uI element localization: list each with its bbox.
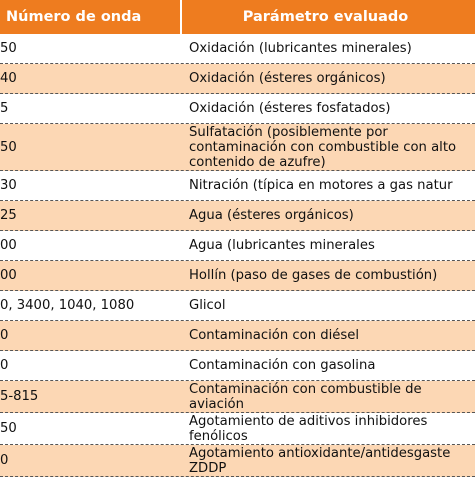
wavenumber-cell: 30 [0,178,17,193]
table-header [0,0,475,34]
parameter-text-line: Oxidación (ésteres fosfatados) [189,101,391,116]
wavenumber-cell: 25 [0,208,17,223]
table-row [0,94,475,124]
wavenumber-cell: 00 [0,238,17,253]
parameter-cell [189,321,475,350]
wavenumber-cell: 50 [0,139,17,155]
parameter-text-line: Agua (ésteres orgánicos) [189,208,354,223]
table-row [0,64,475,94]
parameter-text-line: contaminación con combustible con alto [189,139,457,155]
parameter-text-line: Oxidación (lubricantes minerales) [189,41,412,56]
wavenumber-cell: 5 [0,101,9,116]
wavenumber-cell: 0 [0,453,9,468]
parameter-text-line: ZDDP [189,460,227,476]
table-body [0,34,475,477]
parameter-cell [189,64,475,93]
parameter-text-line: Contaminación con gasolina [189,358,376,373]
table-row [0,34,475,64]
parameter-cell [189,381,475,412]
header-parameter: Parámetro evaluado [242,9,409,25]
parameter-cell [189,34,475,63]
parameter-text-line: Agua (lubricantes minerales [189,238,375,253]
parameter-cell [189,351,475,380]
table-row [0,261,475,291]
parameter-text-line: Contaminación con diésel [189,328,360,343]
parameter-text-line: fenólicos [189,428,248,444]
table-row [0,413,475,445]
parameter-text-line: Agotamiento de aditivos inhibidores [189,413,428,429]
parameter-cell [189,291,475,320]
table-row [0,124,475,171]
wavenumber-cell: 0 [0,358,9,373]
parameter-text-line: Glicol [189,298,226,313]
table-row [0,351,475,381]
wavenumber-cell: 0, 3400, 1040, 1080 [0,298,135,313]
wavenumber-cell: 50 [0,421,17,436]
table-row [0,321,475,351]
parameter-cell [189,201,475,230]
parameter-cell [189,261,475,290]
wavenumber-cell: 40 [0,71,17,86]
table-row [0,231,475,261]
table-row [0,171,475,201]
parameter-text-line: Nitración (típica en motores a gas natur [189,178,453,193]
parameter-text-line: Contaminación con combustible de [189,381,422,397]
wavenumber-cell: 5-815 [0,389,39,404]
wavenumber-cell: 0 [0,328,9,343]
header-wavenumber: Número de onda [6,9,142,25]
table-row [0,201,475,231]
parameter-text-line: Agotamiento antioxidante/antidesgaste [189,445,451,461]
parameter-text-line: contenido de azufre) [189,154,326,170]
wavenumber-cell: 50 [0,41,17,56]
parameter-text-line: Hollín (paso de gases de combustión) [189,268,438,283]
parameter-cell [189,413,475,444]
table-row [0,381,475,413]
parameter-text-line: aviación [189,396,244,412]
wavenumber-cell: 00 [0,268,17,283]
table-row [0,445,475,477]
parameter-cell [189,171,475,200]
parameter-cell [189,445,475,476]
table-row [0,291,475,321]
parameter-text-line: Oxidación (ésteres orgánicos) [189,71,386,86]
parameter-cell [189,124,475,170]
parameter-text-line: Sulfatación (posiblemente por [189,124,388,140]
parameter-cell [189,94,475,123]
parameter-cell [189,231,475,260]
